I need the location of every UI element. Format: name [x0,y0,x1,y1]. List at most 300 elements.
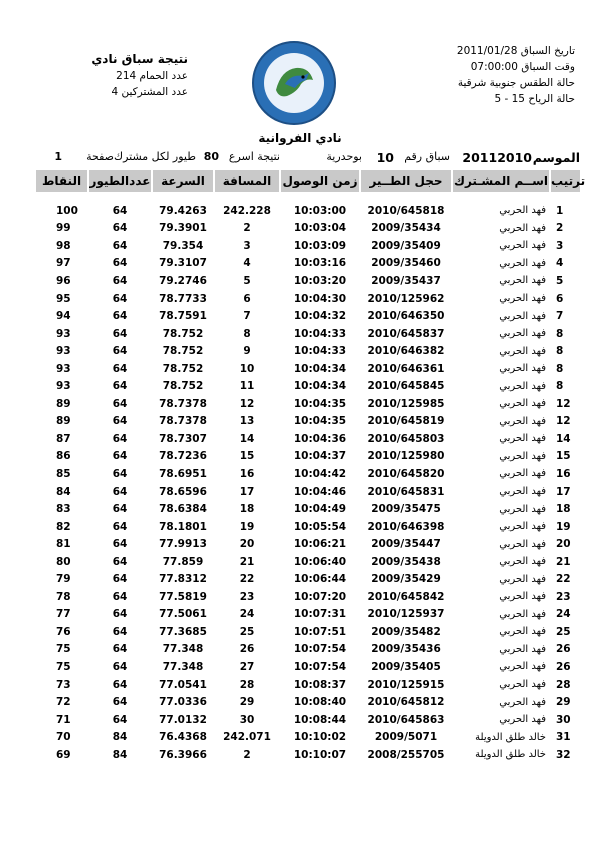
cell-rank: 8 [556,327,564,340]
cell-ring-number: 2010/646350 [367,310,445,323]
cell-ring-number: 2009/35437 [371,274,441,287]
cell-rank: 23 [556,590,571,603]
race-location: بوحدرية [326,150,362,163]
cell-arrival-time: 10:06:40 [293,555,347,568]
cell-rank: 18 [556,503,571,516]
cell-participant-name: فهد الحربي [499,450,546,462]
cell-birds-count: 64 [112,538,128,551]
cell-points: 82 [56,520,71,533]
cell-points: 93 [56,380,71,393]
cell-birds-count: 64 [112,327,128,340]
cell-speed: 77.0336 [159,696,207,709]
cell-ring-number: 2009/35475 [371,503,441,516]
cell-birds-count: 84 [112,748,128,761]
cell-participant-name: فهد الحربي [499,398,546,410]
cell-distance: 20 [239,538,255,551]
cell-distance: 11 [239,380,255,393]
cell-participant-name: فهد الحربي [499,275,546,287]
cell-rank: 17 [556,485,571,498]
cell-points: 81 [56,538,71,551]
cell-participant-name: فهد الحربي [499,310,546,322]
race-date: تاريخ السباق 2011/01/28 [456,45,575,57]
col-speed: السرعة [152,170,214,192]
cell-birds-count: 64 [112,713,128,726]
cell-birds-count: 64 [112,485,128,498]
cell-ring-number: 2009/35429 [371,573,441,586]
table-row [36,220,580,238]
cell-birds-count: 64 [112,239,128,252]
cell-birds-count: 64 [112,643,128,656]
cell-speed: 78.7236 [159,450,207,463]
cell-participant-name: فهد الحربي [499,643,546,655]
cell-arrival-time: 10:08:37 [293,678,347,691]
cell-distance: 25 [239,625,255,638]
race-start-time: وقت السباق 07:00:00 [470,61,575,73]
cell-arrival-time: 10:03:04 [293,222,347,235]
col-distance: المسافة [214,170,280,192]
cell-speed: 77.5061 [159,608,207,621]
cell-speed: 76.4368 [159,731,207,744]
cell-speed: 78.7378 [159,397,207,410]
cell-rank: 21 [556,555,571,568]
cell-birds-count: 64 [112,625,128,638]
race-conditions-block [405,45,575,109]
cell-distance: 13 [239,415,255,428]
cell-birds-count: 64 [112,467,128,480]
cell-distance: 16 [239,467,255,480]
table-row [36,570,580,588]
cell-participant-name: فهد الحربي [499,205,546,217]
cell-rank: 8 [556,380,564,393]
cell-rank: 4 [556,257,564,270]
cell-rank: 26 [556,643,571,656]
cell-rank: 19 [556,520,571,533]
table-row [36,342,580,360]
col-birds-count: عددالطيور [88,170,152,192]
cell-ring-number: 2010/645863 [367,713,445,726]
cell-ring-number: 2010/646382 [367,345,445,358]
cell-ring-number: 2010/125980 [367,450,445,463]
cell-points: 96 [56,274,71,287]
cell-participant-name: فهد الحربي [499,468,546,480]
cell-participant-name: فهد الحربي [499,538,546,550]
cell-participant-name: فهد الحربي [499,363,546,375]
col-participant: اســم المشـترك [452,170,550,192]
cell-arrival-time: 10:08:40 [293,696,347,709]
table-row [36,553,580,571]
cell-speed: 78.7733 [159,292,207,305]
table-row [36,360,580,378]
cell-ring-number: 2009/35447 [371,538,441,551]
cell-distance: 2 [243,748,251,761]
cell-rank: 2 [556,222,564,235]
cell-distance: 24 [239,608,255,621]
table-row [36,728,580,746]
cell-ring-number: 2010/645818 [367,204,445,217]
cell-points: 80 [56,555,71,568]
cell-participant-name: فهد الحربي [499,222,546,234]
cell-arrival-time: 10:04:49 [293,503,347,516]
cell-ring-number: 2009/35482 [371,625,441,638]
cell-participant-name: فهد الحربي [499,503,546,515]
cell-participant-name: فهد الحربي [499,608,546,620]
cell-ring-number: 2010/645803 [367,432,445,445]
club-name: نادي الفروانية [258,131,342,145]
cell-participant-name: فهد الحربي [499,486,546,498]
cell-distance: 9 [243,345,251,358]
cell-participant-name: فهد الحربي [499,415,546,427]
fastest-value: 80 [203,150,219,163]
cell-arrival-time: 10:07:31 [293,608,347,621]
cell-distance: 21 [239,555,255,568]
cell-distance: 6 [243,292,251,305]
cell-participant-name: فهد الحربي [499,328,546,340]
table-row [36,693,580,711]
cell-distance: 27 [239,660,255,673]
cell-arrival-time: 10:04:32 [293,310,347,323]
cell-points: 79 [56,573,71,586]
cell-rank: 16 [556,467,571,480]
table-row [36,448,580,466]
cell-rank: 30 [556,713,571,726]
table-row [36,413,580,431]
cell-speed: 78.6384 [159,503,207,516]
cell-rank: 1 [556,204,564,217]
cell-birds-count: 64 [112,345,128,358]
cell-ring-number: 2010/125937 [367,608,445,621]
table-row [36,325,580,343]
cell-ring-number: 2009/35409 [371,239,441,252]
cell-participant-name: فهد الحربي [499,714,546,726]
cell-speed: 78.752 [162,380,204,393]
col-rank: ترتيب [550,170,580,192]
cell-participant-name: فهد الحربي [499,433,546,445]
cell-speed: 77.9913 [159,538,207,551]
table-row [36,255,580,273]
cell-rank: 8 [556,345,564,358]
cell-arrival-time: 10:04:35 [293,397,347,410]
pigeons-count: عدد الحمام 214 [116,70,188,82]
cell-rank: 24 [556,608,571,621]
table-row [36,641,580,659]
cell-ring-number: 2009/35405 [371,660,441,673]
cell-arrival-time: 10:04:33 [293,327,347,340]
cell-ring-number: 2010/645819 [367,415,445,428]
cell-points: 78 [56,590,71,603]
cell-participant-name: فهد الحربي [499,679,546,691]
cell-rank: 14 [556,432,571,445]
cell-distance: 7 [243,310,251,323]
cell-distance: 22 [239,573,255,586]
birds-per-participant-label: طيور لكل مشترك [114,150,196,163]
col-ring-number: حجل الطــير [360,170,452,192]
cell-speed: 78.6951 [159,467,207,480]
cell-rank: 7 [556,310,564,323]
cell-ring-number: 2009/35460 [371,257,441,270]
cell-birds-count: 64 [112,274,128,287]
cell-arrival-time: 10:04:34 [293,380,347,393]
cell-birds-count: 64 [112,450,128,463]
cell-ring-number: 2008/255705 [367,748,445,761]
cell-ring-number: 2009/5071 [374,731,438,744]
cell-participant-name: فهد الحربي [499,380,546,392]
cell-ring-number: 2009/35438 [371,555,441,568]
cell-distance: 17 [239,485,255,498]
cell-ring-number: 2010/645831 [367,485,445,498]
cell-distance: 5 [243,274,251,287]
cell-speed: 79.3901 [159,222,207,235]
cell-speed: 77.8312 [159,573,207,586]
cell-arrival-time: 10:04:36 [293,432,347,445]
cell-ring-number: 2010/645812 [367,696,445,709]
table-row [36,746,580,764]
cell-participant-name: فهد الحربي [499,556,546,568]
table-row [36,395,580,413]
season-value: 20112010 [462,150,532,165]
cell-points: 75 [56,660,71,673]
cell-arrival-time: 10:05:54 [293,520,347,533]
cell-distance: 12 [239,397,255,410]
cell-points: 93 [56,345,71,358]
season-label: الموسم [532,150,580,165]
cell-points: 93 [56,327,71,340]
cell-participant-name: فهد الحربي [499,293,546,304]
cell-birds-count: 64 [112,292,128,305]
cell-participant-name: فهد الحربي [499,257,546,269]
cell-birds-count: 64 [112,380,128,393]
cell-rank: 5 [556,274,564,287]
cell-birds-count: 64 [112,222,128,235]
header-spacer [36,192,580,202]
cell-ring-number: 2010/646398 [367,520,445,533]
cell-participant-name: فهد الحربي [499,626,546,638]
cell-ring-number: 2009/35436 [371,643,441,656]
cell-speed: 79.354 [162,239,204,252]
cell-distance: 29 [239,696,255,709]
cell-arrival-time: 10:06:21 [293,538,347,551]
col-points: النقاط [36,170,88,192]
cell-ring-number: 2010/125985 [367,397,445,410]
cell-points: 87 [56,432,71,445]
cell-speed: 77.5819 [159,590,207,603]
cell-arrival-time: 10:07:54 [293,660,347,673]
cell-speed: 76.3966 [159,748,207,761]
cell-arrival-time: 10:04:42 [293,467,347,480]
cell-points: 77 [56,608,71,621]
cell-ring-number: 2010/645845 [367,380,445,393]
cell-rank: 15 [556,450,571,463]
cell-points: 83 [56,503,71,516]
table-header-row [36,170,580,192]
cell-distance: 23 [239,590,255,603]
cell-birds-count: 64 [112,678,128,691]
cell-distance: 26 [239,643,255,656]
cell-points: 71 [56,713,71,726]
cell-points: 89 [56,397,71,410]
cell-ring-number: 2010/645837 [367,327,445,340]
cell-arrival-time: 10:08:44 [293,713,347,726]
cell-speed: 77.348 [162,660,204,673]
club-race-result-title: نتيجة سباق نادي [91,52,188,66]
cell-speed: 78.7307 [159,432,207,445]
cell-distance: 30 [239,713,255,726]
cell-distance: 18 [239,503,255,516]
cell-speed: 77.859 [162,555,204,568]
cell-points: 72 [56,696,71,709]
cell-rank: 26 [556,660,571,673]
cell-points: 86 [56,450,71,463]
cell-distance: 14 [239,432,255,445]
cell-arrival-time: 10:03:20 [293,274,347,287]
cell-distance: 4 [243,257,251,270]
cell-birds-count: 64 [112,660,128,673]
cell-birds-count: 64 [112,608,128,621]
cell-participant-name: فهد الحربي [499,240,546,252]
cell-points: 73 [56,678,71,691]
table-row [36,676,580,694]
race-info-line [36,150,580,168]
race-number-label: سباق رقم [404,150,450,163]
cell-speed: 78.7591 [159,310,207,323]
cell-birds-count: 64 [112,257,128,270]
weather-condition: حالة الطقس جنوبية شرقية [457,77,575,89]
cell-rank: 32 [556,748,571,761]
table-row [36,518,580,536]
cell-birds-count: 64 [112,432,128,445]
table-row [36,237,580,255]
cell-distance: 19 [239,520,255,533]
cell-birds-count: 84 [112,731,128,744]
cell-participant-name: فهد الحربي [499,345,546,357]
cell-arrival-time: 10:07:20 [293,590,347,603]
cell-points: 94 [56,310,71,323]
table-row [36,606,580,624]
cell-rank: 6 [556,292,564,305]
cell-arrival-time: 10:03:16 [293,257,347,270]
participants-count: عدد المشتركين 4 [111,86,188,98]
cell-participant-name: فهد الحربي [499,573,546,585]
cell-rank: 29 [556,696,571,709]
cell-birds-count: 64 [112,310,128,323]
cell-birds-count: 64 [112,362,128,375]
cell-ring-number: 2010/646361 [367,362,445,375]
table-row [36,307,580,325]
cell-ring-number: 2010/125962 [367,292,445,305]
cell-distance: 15 [239,450,255,463]
cell-participant-name: فهد الحربي [499,661,546,673]
cell-points: 75 [56,643,71,656]
cell-birds-count: 64 [112,520,128,533]
cell-birds-count: 64 [112,555,128,568]
cell-distance: 3 [243,239,251,252]
cell-birds-count: 64 [112,573,128,586]
cell-rank: 28 [556,678,571,691]
cell-participant-name: خالد طلق الدويلة [475,749,546,761]
cell-speed: 78.7378 [159,415,207,428]
cell-rank: 25 [556,625,571,638]
cell-birds-count: 64 [112,590,128,603]
cell-points: 99 [56,222,71,235]
cell-distance: 8 [243,327,251,340]
table-row [36,535,580,553]
cell-ring-number: 2010/645820 [367,467,445,480]
col-arrival-time: زمن الوصول [280,170,360,192]
cell-arrival-time: 10:10:02 [293,731,347,744]
cell-ring-number: 2010/645842 [367,590,445,603]
race-number-value: 10 [376,150,394,165]
cell-arrival-time: 10:04:34 [293,362,347,375]
table-row [36,272,580,290]
cell-rank: 20 [556,538,571,551]
cell-arrival-time: 10:04:35 [293,415,347,428]
cell-points: 84 [56,485,71,498]
cell-arrival-time: 10:03:00 [293,204,347,217]
cell-points: 89 [56,415,71,428]
table-row [36,711,580,729]
cell-birds-count: 64 [112,696,128,709]
page-label: صفحة [86,150,114,163]
cell-points: 97 [56,257,71,270]
cell-speed: 78.752 [162,345,204,358]
table-row [36,588,580,606]
table-row [36,483,580,501]
table-row [36,500,580,518]
cell-speed: 77.0541 [159,678,207,691]
table-row [36,658,580,676]
table-row [36,202,580,220]
cell-arrival-time: 10:04:37 [293,450,347,463]
cell-distance: 28 [239,678,255,691]
cell-birds-count: 64 [112,397,128,410]
race-results-table [36,170,586,764]
wind-condition: حالة الرياح 15 - 5 [494,93,575,105]
cell-speed: 78.752 [162,362,204,375]
cell-participant-name: فهد الحربي [499,521,546,533]
cell-birds-count: 64 [112,415,128,428]
cell-points: 70 [56,731,71,744]
table-row [36,290,580,308]
cell-distance: 2 [243,222,251,235]
table-row [36,377,580,395]
cell-birds-count: 64 [112,204,128,217]
cell-points: 85 [56,467,71,480]
cell-points: 93 [56,362,71,375]
cell-points: 98 [56,239,71,252]
cell-arrival-time: 10:04:46 [293,485,347,498]
cell-distance: 10 [239,362,255,375]
cell-speed: 79.2746 [159,274,207,287]
federation-logo-icon [251,40,337,126]
cell-arrival-time: 10:10:07 [293,748,347,761]
table-row [36,430,580,448]
cell-birds-count: 64 [112,503,128,516]
cell-points: 100 [56,204,78,217]
cell-rank: 8 [556,362,564,375]
cell-arrival-time: 10:06:44 [293,573,347,586]
cell-arrival-time: 10:07:54 [293,643,347,656]
cell-speed: 79.3107 [159,257,207,270]
cell-participant-name: خالد طلق الدويلة [475,731,546,743]
cell-rank: 12 [556,397,571,410]
fastest-label: نتيجة اسرع [228,150,280,163]
cell-rank: 31 [556,731,571,744]
cell-distance: 242.228 [223,204,271,217]
cell-speed: 77.3685 [159,625,207,638]
cell-speed: 77.0132 [159,713,207,726]
cell-rank: 3 [556,239,564,252]
cell-points: 69 [56,748,71,761]
cell-speed: 79.4263 [159,204,207,217]
